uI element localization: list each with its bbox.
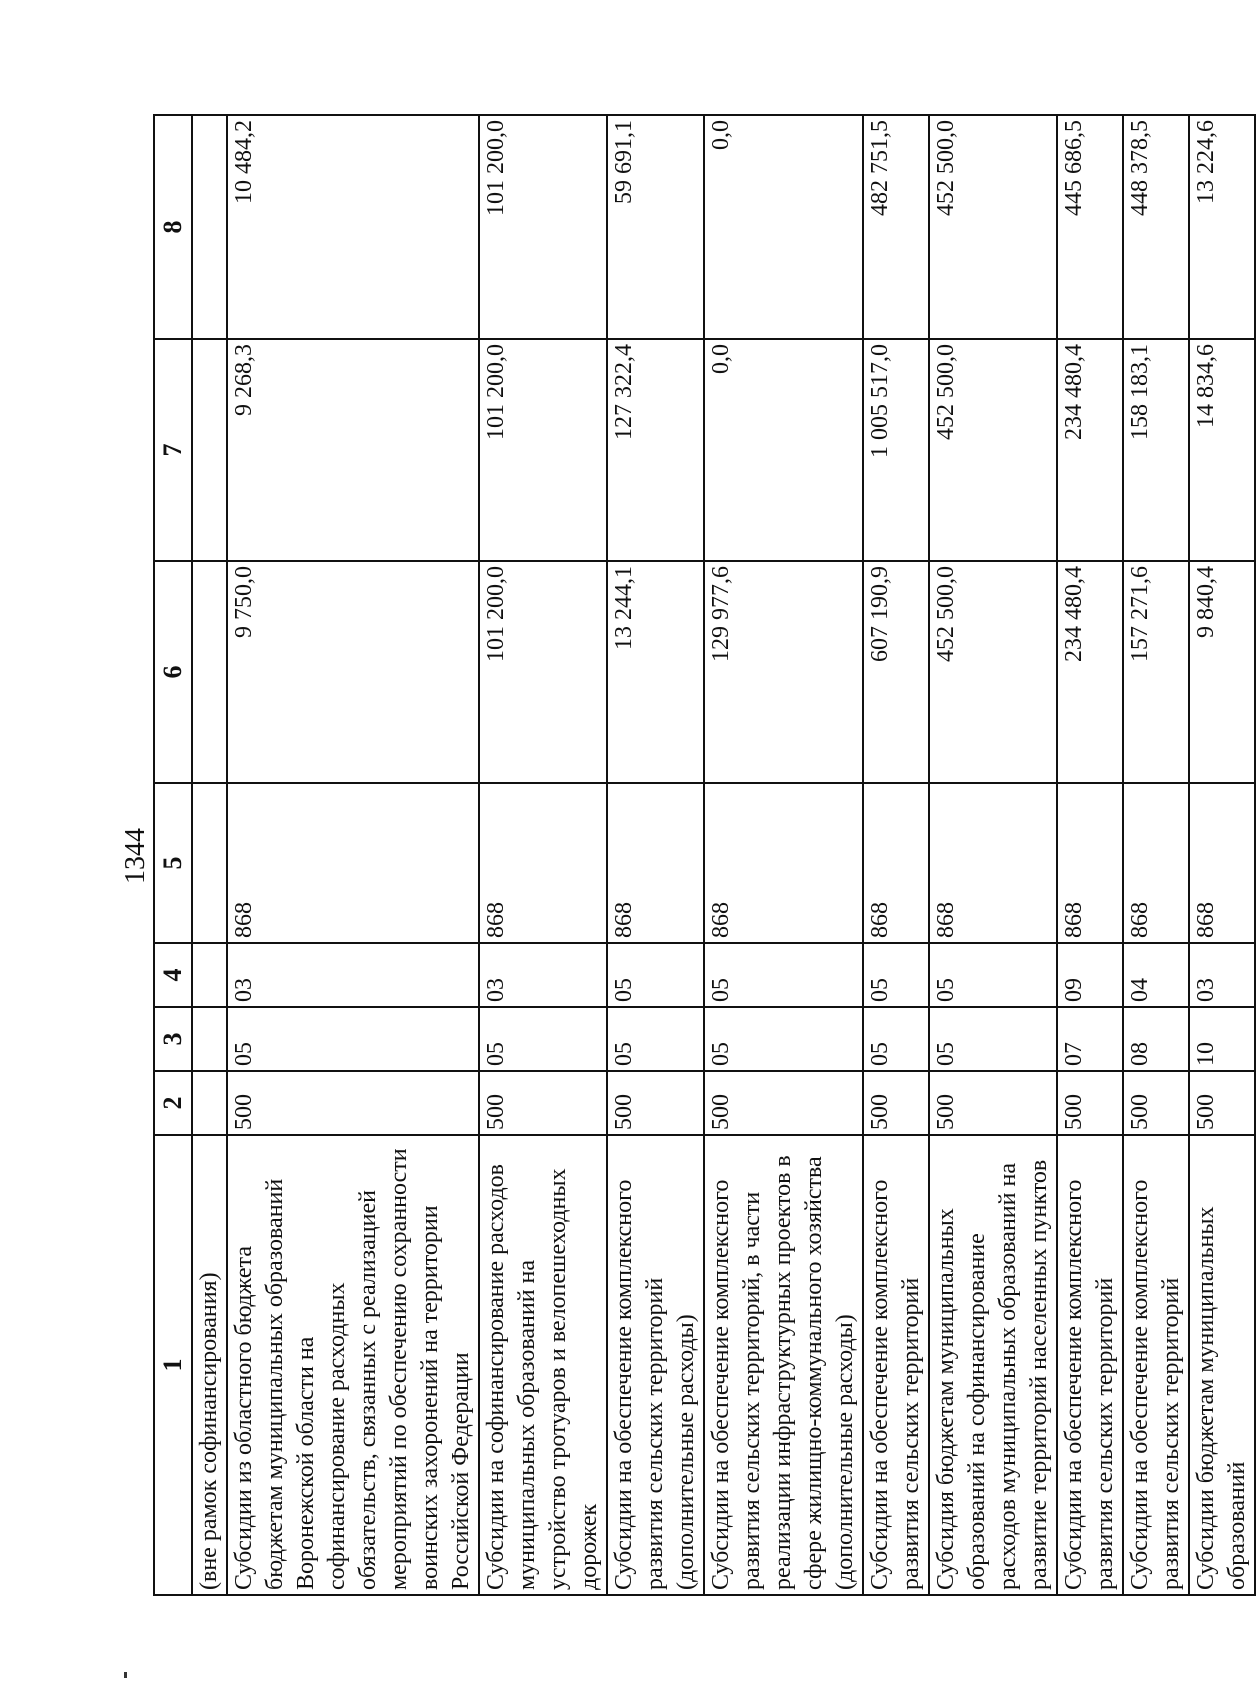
cell-col-7: 0,0 — [704, 339, 863, 561]
cell-col-3: 05 — [863, 1007, 929, 1071]
cell-col-4: 05 — [704, 943, 863, 1007]
cell-col-6: 101 200,0 — [479, 561, 607, 783]
cell-col-5: 868 — [863, 783, 929, 943]
table-row — [1189, 115, 1255, 1595]
cell-col-2: 500 — [607, 1071, 704, 1135]
table-row — [607, 115, 704, 1595]
cell-col-7: 14 834,6 — [1189, 339, 1255, 561]
cell-col-8: 10 484,2 — [227, 115, 479, 339]
cell-col-7: 101 200,0 — [479, 339, 607, 561]
row-description: Субсидии на обеспечение комплексного развития сельских территорий (дополнительные расходы) — [607, 1135, 704, 1595]
cell-col-3: 05 — [227, 1007, 479, 1071]
cell-col-6: 607 190,9 — [863, 561, 929, 783]
table-row — [227, 115, 479, 1595]
cell-col-3: 05 — [929, 1007, 1057, 1071]
cell-col-4: 05 — [929, 943, 1057, 1007]
cell-col-2: 500 — [479, 1071, 607, 1135]
cell-col-5: 868 — [704, 783, 863, 943]
cell-col-2: 500 — [1123, 1071, 1189, 1135]
cell-col-3 — [192, 1007, 227, 1071]
column-header: 8 — [154, 115, 192, 339]
cell-col-5: 868 — [479, 783, 607, 943]
cell-col-6: 157 271,6 — [1123, 561, 1189, 783]
row-description: Субсидии на обеспечение комплексного развития сельских территорий, в части реализации инфраструктурных проектов в сфере жилищно-коммунального хозяйства (дополнительные расходы) — [704, 1135, 863, 1595]
cell-col-3: 05 — [704, 1007, 863, 1071]
cell-col-6: 13 244,1 — [607, 561, 704, 783]
cell-col-6: 452 500,0 — [929, 561, 1057, 783]
cell-col-2: 500 — [1189, 1071, 1255, 1135]
cell-col-8: 13 224,6 — [1189, 115, 1255, 339]
cell-col-8: 448 378,5 — [1123, 115, 1189, 339]
budget-table — [153, 114, 1256, 1596]
table-row — [929, 115, 1057, 1595]
cell-col-7: 1 005 517,0 — [863, 339, 929, 561]
column-header: 1 — [154, 1135, 192, 1595]
cell-col-2: 500 — [704, 1071, 863, 1135]
cell-col-8: 0,0 — [704, 115, 863, 339]
cell-col-5: 868 — [1189, 783, 1255, 943]
cell-col-8: 482 751,5 — [863, 115, 929, 339]
scan-mark — [124, 1672, 127, 1678]
table-header-row — [154, 115, 192, 1595]
cell-col-8: 445 686,5 — [1057, 115, 1123, 339]
column-header: 7 — [154, 339, 192, 561]
cell-col-6: 129 977,6 — [704, 561, 863, 783]
table-row — [1057, 115, 1123, 1595]
cell-col-3: 08 — [1123, 1007, 1189, 1071]
cell-col-8: 101 200,0 — [479, 115, 607, 339]
cell-col-4: 04 — [1123, 943, 1189, 1007]
column-header: 6 — [154, 561, 192, 783]
cell-col-7: 158 183,1 — [1123, 339, 1189, 561]
cell-col-8: 59 691,1 — [607, 115, 704, 339]
cell-col-5: 868 — [1123, 783, 1189, 943]
column-header: 5 — [154, 783, 192, 943]
rotated-page — [117, 116, 1250, 1596]
row-description: (вне рамок софинансирования) — [192, 1135, 227, 1595]
row-description: Субсидии бюджетам муниципальных образований — [1189, 1135, 1255, 1595]
cell-col-5: 868 — [929, 783, 1057, 943]
row-description: Субсидии на софинансирование расходов муниципальных образований на устройство тротуаров и велопешеходных дорожек — [479, 1135, 607, 1595]
table-row — [479, 115, 607, 1595]
column-header: 2 — [154, 1071, 192, 1135]
row-description: Субсидии из областного бюджета бюджетам муниципальных образований Воронежской области на софинансирование расходных обязательств, связанных с реализацией мероприятий по обеспечению сохранности воинских захоронений на территории Российской Федерации — [227, 1135, 479, 1595]
cell-col-4 — [192, 943, 227, 1007]
cell-col-6: 9 750,0 — [227, 561, 479, 783]
cell-col-5: 868 — [607, 783, 704, 943]
cell-col-6: 234 480,4 — [1057, 561, 1123, 783]
cell-col-8: 452 500,0 — [929, 115, 1057, 339]
cell-col-4: 05 — [607, 943, 704, 1007]
cell-col-7 — [192, 339, 227, 561]
cell-col-2: 500 — [1057, 1071, 1123, 1135]
table-row — [704, 115, 863, 1595]
cell-col-5: 868 — [1057, 783, 1123, 943]
row-description: Субсидии на обеспечение комплексного развития сельских территорий — [1123, 1135, 1189, 1595]
cell-col-4: 05 — [863, 943, 929, 1007]
cell-col-4: 03 — [1189, 943, 1255, 1007]
cell-col-3: 05 — [479, 1007, 607, 1071]
cell-col-7: 234 480,4 — [1057, 339, 1123, 561]
cell-col-2 — [192, 1071, 227, 1135]
cell-col-3: 10 — [1189, 1007, 1255, 1071]
table-row — [1123, 115, 1189, 1595]
column-header: 4 — [154, 943, 192, 1007]
cell-col-2: 500 — [929, 1071, 1057, 1135]
row-description: Субсидии на обеспечение комплексного развития сельских территорий — [863, 1135, 929, 1595]
cell-col-2: 500 — [227, 1071, 479, 1135]
cell-col-7: 9 268,3 — [227, 339, 479, 561]
page-number: 1344 — [120, 828, 151, 884]
cell-col-3: 07 — [1057, 1007, 1123, 1071]
cell-col-7: 452 500,0 — [929, 339, 1057, 561]
row-description: Субсидия бюджетам муниципальных образований на софинансирование расходов муниципальных образований на развитие территорий населенных пунктов — [929, 1135, 1057, 1595]
cell-col-7: 127 322,4 — [607, 339, 704, 561]
row-description: Субсидии на обеспечение комплексного развития сельских территорий — [1057, 1135, 1123, 1595]
cell-col-8 — [192, 115, 227, 339]
cell-col-5 — [192, 783, 227, 943]
cell-col-6: 9 840,4 — [1189, 561, 1255, 783]
table-row — [192, 115, 227, 1595]
column-header: 3 — [154, 1007, 192, 1071]
table-row — [863, 115, 929, 1595]
cell-col-4: 09 — [1057, 943, 1123, 1007]
cell-col-3: 05 — [607, 1007, 704, 1071]
cell-col-4: 03 — [479, 943, 607, 1007]
cell-col-2: 500 — [863, 1071, 929, 1135]
cell-col-5: 868 — [227, 783, 479, 943]
cell-col-4: 03 — [227, 943, 479, 1007]
cell-col-6 — [192, 561, 227, 783]
